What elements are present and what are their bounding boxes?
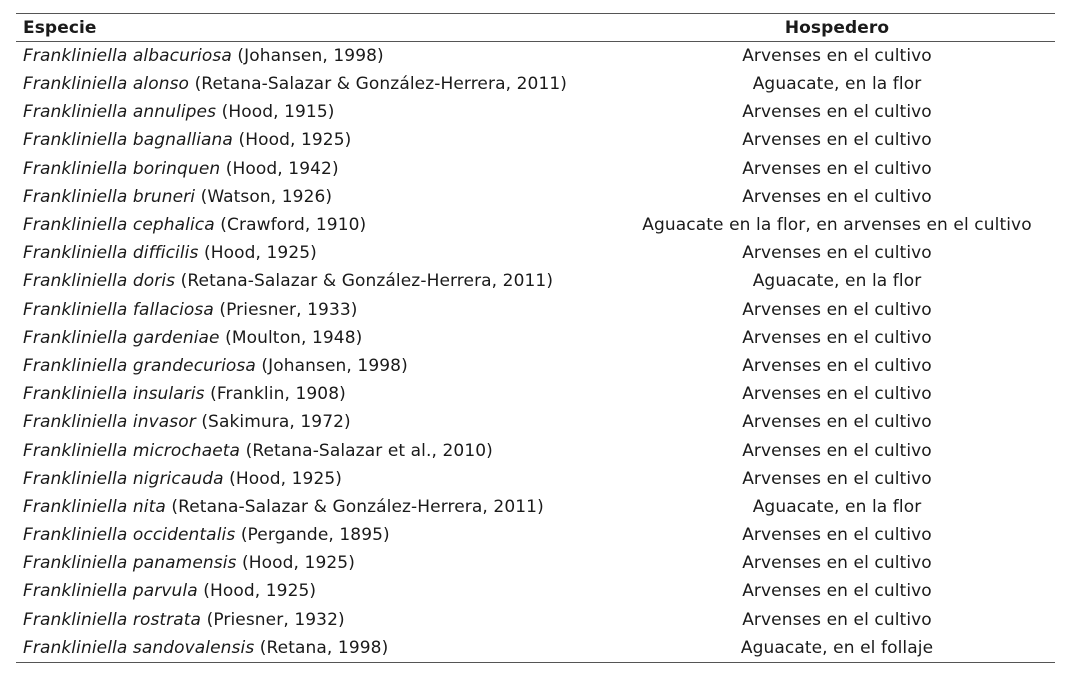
- species-authority: (Retana, 1998): [254, 637, 389, 658]
- species-cell: [16, 98, 619, 126]
- species-cell: [16, 380, 619, 408]
- host-cell: Arvenses en el cultivo: [742, 158, 932, 179]
- species-authority: (Hood, 1925): [232, 130, 352, 151]
- host-cell: Arvenses en el cultivo: [742, 525, 932, 546]
- species-cell: [16, 352, 619, 380]
- host-cell: Arvenses en el cultivo: [742, 553, 932, 574]
- species-authority: (Moulton, 1948): [219, 327, 363, 348]
- scientific-name: Frankliniella sandovalensis: [23, 637, 255, 658]
- species-authority: (Crawford, 1910): [214, 215, 367, 236]
- host-cell: Arvenses en el cultivo: [742, 327, 932, 348]
- host-cell: Arvenses en el cultivo: [742, 440, 932, 461]
- species-authority: (Retana-Salazar et al., 2010): [240, 440, 493, 461]
- table-row: [16, 577, 1055, 605]
- species-authority: (Johansen, 1998): [231, 46, 384, 66]
- host-cell: Arvenses en el cultivo: [742, 130, 932, 151]
- species-cell: [16, 211, 619, 239]
- species-authority: (Retana-Salazar & González-Herrera, 2011): [189, 74, 568, 95]
- host-column-header: Hospedero: [619, 14, 1055, 42]
- host-cell: Arvenses en el cultivo: [742, 186, 932, 207]
- table-row: [16, 521, 1055, 549]
- scientific-name: Frankliniella grandecuriosa: [23, 355, 256, 376]
- species-authority: (Sakimura, 1972): [195, 412, 351, 433]
- table-row: [16, 324, 1055, 352]
- species-authority: (Priesner, 1932): [201, 609, 345, 630]
- table-row: [16, 211, 1055, 239]
- species-cell: [16, 70, 619, 98]
- table-row: [16, 465, 1055, 493]
- species-authority: (Retana-Salazar & González-Herrera, 2011): [175, 271, 554, 292]
- table-row: [16, 126, 1055, 154]
- species-authority: (Hood, 1925): [198, 243, 317, 264]
- species-authority: (Retana-Salazar & González-Herrera, 2011): [165, 496, 544, 517]
- species-column-header: Especie: [16, 14, 619, 42]
- species-authority: (Hood, 1925): [197, 581, 317, 602]
- species-cell: [16, 155, 619, 183]
- scientific-name: Frankliniella gardeniae: [23, 327, 220, 348]
- species-cell: [16, 267, 619, 295]
- species-cell: [16, 577, 619, 605]
- host-cell: Arvenses en el cultivo: [742, 412, 932, 433]
- species-cell: [16, 42, 619, 71]
- species-cell: [16, 408, 619, 436]
- species-authority: (Hood, 1925): [236, 553, 355, 574]
- scientific-name: Frankliniella occidentalis: [23, 525, 236, 546]
- species-authority: (Johansen, 1998): [255, 355, 408, 376]
- species-host-table: [16, 13, 1055, 663]
- table-row: [16, 352, 1055, 380]
- species-cell: [16, 521, 619, 549]
- species-cell: [16, 549, 619, 577]
- scientific-name: Frankliniella panamensis: [23, 553, 237, 574]
- table-row: [16, 380, 1055, 408]
- table-row: [16, 98, 1055, 126]
- scientific-name: Frankliniella annulipes: [23, 102, 217, 123]
- host-cell: Aguacate, en la flor: [752, 496, 922, 517]
- host-cell: Arvenses en el cultivo: [742, 243, 932, 264]
- species-authority: (Hood, 1925): [223, 468, 343, 489]
- species-cell: [16, 324, 619, 352]
- table-row: [16, 408, 1055, 436]
- table-row: [16, 155, 1055, 183]
- table-row: [16, 606, 1055, 634]
- species-cell: [16, 606, 619, 634]
- species-authority: (Priesner, 1933): [213, 299, 358, 320]
- species-cell: [16, 493, 619, 521]
- host-cell: Aguacate, en la flor: [752, 74, 922, 95]
- table-row: [16, 239, 1055, 267]
- scientific-name: Frankliniella invasor: [23, 412, 196, 433]
- scientific-name: Frankliniella insularis: [23, 384, 205, 405]
- scientific-name: Frankliniella doris: [23, 271, 176, 292]
- species-cell: [16, 296, 619, 324]
- scientific-name: Frankliniella microchaeta: [23, 440, 241, 461]
- species-authority: (Hood, 1942): [220, 158, 339, 179]
- table-body: [16, 42, 1055, 663]
- scientific-name: Frankliniella rostrata: [23, 609, 202, 630]
- host-cell: Arvenses en el cultivo: [742, 468, 932, 489]
- table-row: [16, 493, 1055, 521]
- host-cell: Arvenses en el cultivo: [742, 102, 932, 123]
- table-row: [16, 42, 1055, 71]
- scientific-name: Frankliniella fallaciosa: [23, 299, 214, 320]
- scientific-name: Frankliniella nigricauda: [23, 468, 224, 489]
- host-cell: Arvenses en el cultivo: [742, 355, 932, 376]
- species-cell: [16, 465, 619, 493]
- scientific-name: Frankliniella bagnalliana: [23, 130, 233, 151]
- scientific-name: Frankliniella cephalica: [23, 215, 215, 236]
- table-row: [16, 634, 1055, 663]
- table-row: [16, 436, 1055, 464]
- host-cell: Arvenses en el cultivo: [742, 581, 932, 602]
- host-cell: Arvenses en el cultivo: [742, 384, 932, 405]
- host-cell: Arvenses en el cultivo: [742, 46, 932, 66]
- scientific-name: Frankliniella parvula: [23, 581, 198, 602]
- table-row: [16, 549, 1055, 577]
- host-cell: Aguacate, en el follaje: [619, 634, 1055, 663]
- scientific-name: Frankliniella albacuriosa: [23, 46, 232, 66]
- species-cell: [16, 126, 619, 154]
- species-authority: (Pergande, 1895): [235, 525, 390, 546]
- scientific-name: Frankliniella borinquen: [23, 158, 221, 179]
- scientific-name: Frankliniella nita: [23, 496, 166, 517]
- table-row: [16, 267, 1055, 295]
- species-cell: [16, 436, 619, 464]
- host-cell: Arvenses en el cultivo: [742, 299, 932, 320]
- species-host-table-container: [16, 13, 1055, 663]
- table-row: [16, 70, 1055, 98]
- table-row: [16, 183, 1055, 211]
- scientific-name: Frankliniella alonso: [23, 74, 190, 95]
- species-authority: (Watson, 1926): [195, 186, 333, 207]
- table-header: [16, 14, 1055, 42]
- table-row: [16, 296, 1055, 324]
- header-row: [16, 14, 1055, 42]
- species-authority: (Hood, 1915): [216, 102, 335, 123]
- host-cell: Aguacate en la flor, en arvenses en el cultivo: [642, 215, 1032, 236]
- species-authority: (Franklin, 1908): [204, 384, 346, 405]
- scientific-name: Frankliniella difficilis: [23, 243, 199, 264]
- host-cell: Arvenses en el cultivo: [742, 609, 932, 630]
- species-cell: [16, 183, 619, 211]
- scientific-name: Frankliniella bruneri: [23, 186, 196, 207]
- species-cell: [16, 634, 619, 663]
- host-cell: Aguacate, en la flor: [752, 271, 922, 292]
- species-cell: [16, 239, 619, 267]
